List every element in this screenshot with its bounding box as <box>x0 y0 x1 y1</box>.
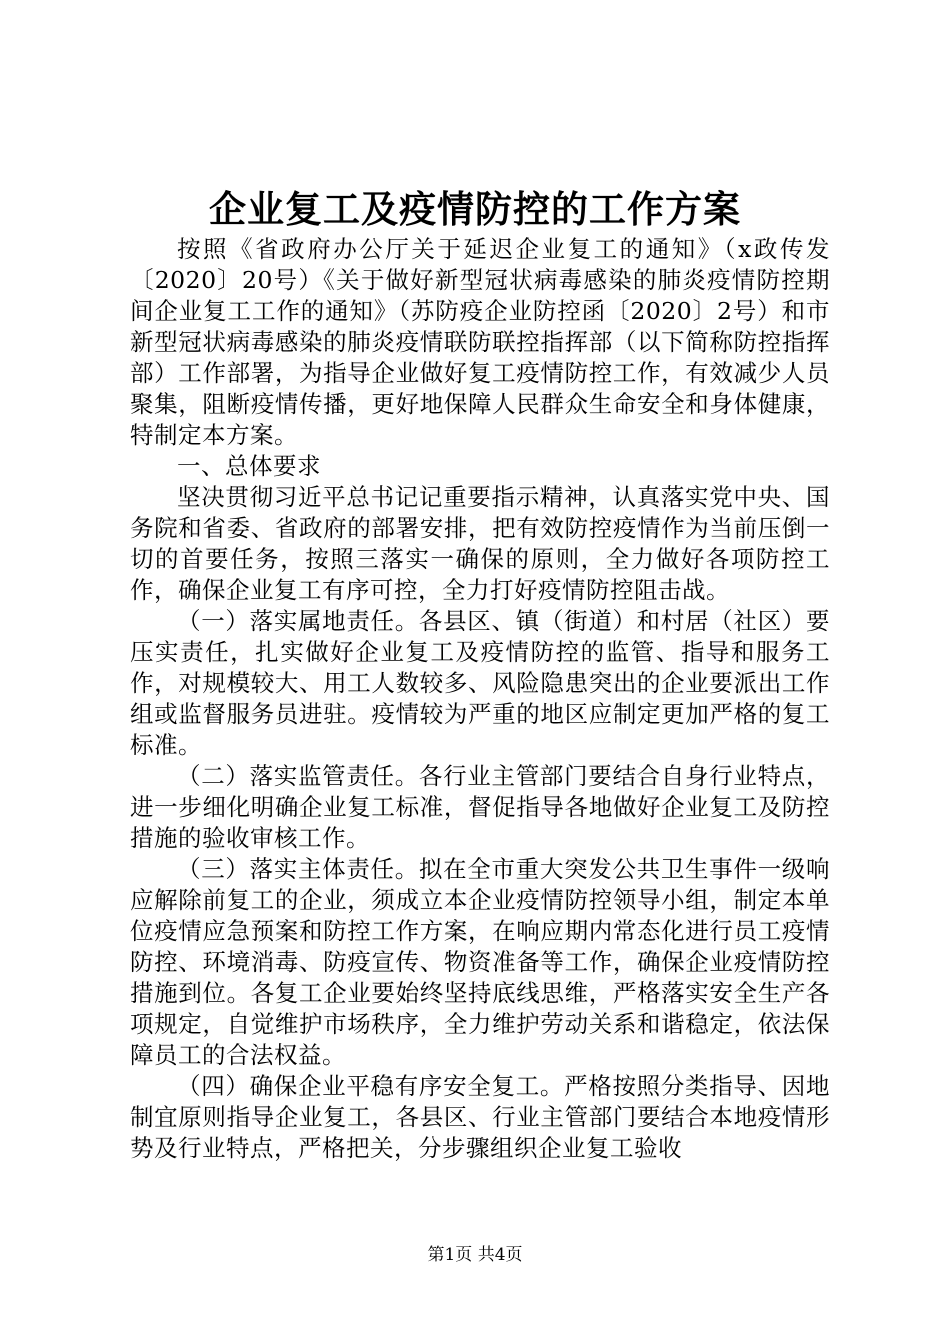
paragraph-supervision-responsibility: （二）落实监管责任。各行业主管部门要结合自身行业特点，进一步细化明确企业复工标准，督促指导各地做好企业复工及防控措施的验收审核工作。 <box>130 762 830 852</box>
document-title: 企业复工及疫情防控的工作方案 <box>209 187 741 231</box>
paragraph-safe-resumption: （四）确保企业平稳有序安全复工。严格按照分类指导、因地制宜原则指导企业复工，各县区、行业主管部门要结合本地疫情形势及行业特点，严格把关，分步骤组织企业复工验收 <box>130 1072 830 1162</box>
paragraph-intro: 按照《省政府办公厅关于延迟企业复工的通知》（x政传发〔2020〕20号）《关于做好新型冠状病毒感染的肺炎疫情防控期间企业复工工作的通知》（苏防疫企业防控函〔2020〕2号）和市新型冠状病毒感染的肺炎疫情联防联控指挥部（以下简称防控指挥部）工作部署，为指导企业做好复工疫情防控工作，有效减少人员聚集，阻断疫情传播，更好地保障人民群众生命安全和身体健康，特制定本方案。 <box>130 235 830 449</box>
document-body <box>130 234 830 1164</box>
section-heading-general-requirements: 一、总体要求 <box>177 452 321 480</box>
page-number-footer: 第1页 共4页 <box>427 1245 523 1265</box>
paragraph-general-requirements: 坚决贯彻习近平总书记记重要指示精神，认真落实党中央、国务院和省委、省政府的部署安排，把有效防控疫情作为当前压倒一切的首要任务，按照三落实一确保的原则，全力做好各项防控工作，确保企业复工有序可控，全力打好疫情防控阻击战。 <box>130 483 830 604</box>
paragraph-territorial-responsibility: （一）落实属地责任。各县区、镇（街道）和村居（社区）要压实责任，扎实做好企业复工及疫情防控的监管、指导和服务工作，对规模较大、用工人数较多、风险隐患突出的企业要派出工作组或监督服务员进驻。疫情较为严重的地区应制定更加严格的复工标准。 <box>130 607 830 759</box>
paragraph-main-responsibility: （三）落实主体责任。拟在全市重大突发公共卫生事件一级响应解除前复工的企业，须成立本企业疫情防控领导小组，制定本单位疫情应急预案和防控工作方案，在响应期内常态化进行员工疫情防控、环境消毒、防疫宣传、物资准备等工作，确保企业疫情防控措施到位。各复工企业要始终坚持底线思维，严格落实安全生产各项规定，自觉维护市场秩序，全力维护劳动关系和谐稳定，依法保障员工的合法权益。 <box>130 855 830 1069</box>
